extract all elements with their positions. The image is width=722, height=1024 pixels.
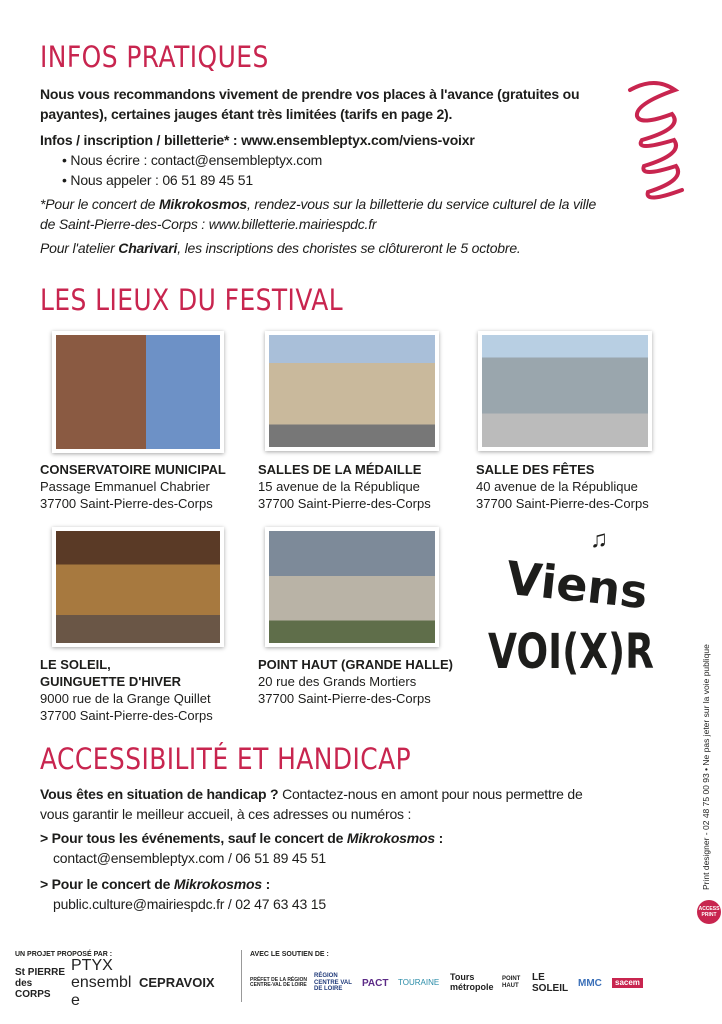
photo-medaille xyxy=(265,331,439,451)
venue-2: SALLES DE LA MÉDAILLE 15 avenue de la République 37700 Saint-Pierre-des-Corps xyxy=(258,462,431,511)
venue-4: LE SOLEIL, GUINGUETTE D'HIVER 9000 rue de la Grange Quillet 37700 Saint-Pierre-des-Corps xyxy=(40,657,213,723)
logo-prefet: PRÉFET DE LA RÉGION CENTRE-VAL DE LOIRE xyxy=(250,976,308,988)
access-print-badge: ACCESS PRINT xyxy=(697,900,721,924)
infos-intro: Nous vous recommandons vivement de prendre vos places à l'avance (gratuites ou payantes), certaines jauges étant très limitées (tarifs en page 2). xyxy=(40,86,580,122)
music-note-icon: ♫ xyxy=(590,526,608,553)
squiggle-decoration xyxy=(618,80,688,240)
logo-mmc: MMC xyxy=(578,977,602,989)
logo-touraine: TOURAINE xyxy=(398,977,440,987)
venue-5: POINT HAUT (GRANDE HALLE) 20 rue des Grands Mortiers 37700 Saint-Pierre-des-Corps xyxy=(258,657,453,706)
logo-voixr: VOI(X)R xyxy=(488,624,654,680)
logo-viens: Viens xyxy=(503,550,651,620)
print-credit: Print designer - 02 48 75 00 93 • Ne pas jeter sur la voie publique xyxy=(701,644,711,890)
access-section xyxy=(40,784,640,914)
logo-tours: Tours métropole xyxy=(450,972,494,992)
partner-logos xyxy=(15,956,237,1009)
note-charivari: Pour l'atelier Charivari, les inscriptions des choristes se clôtureront le 5 octobre. xyxy=(40,240,521,256)
logo-cepravoix: CEPRAVOIX xyxy=(139,974,215,990)
sponsor-logos xyxy=(250,966,690,1000)
contact-phone[interactable]: • Nous appeler : 06 51 89 45 51 xyxy=(62,172,253,188)
logo-le-soleil: LE SOLEIL xyxy=(532,972,569,994)
photo-point-haut xyxy=(265,527,439,647)
infos-title: INFOS PRATIQUES xyxy=(40,40,269,74)
proposed-label: UN PROJET PROPOSÉ PAR : xyxy=(15,951,113,958)
logo-spdc: St PIERRE des CORPS xyxy=(15,966,66,1000)
contact-all-value[interactable]: contact@ensembleptyx.com / 06 51 89 45 51 xyxy=(53,850,326,866)
footer-divider xyxy=(241,950,242,1002)
lieux-title: LES LIEUX DU FESTIVAL xyxy=(40,283,344,317)
photo-le-soleil xyxy=(52,527,224,647)
support-label: AVEC LE SOUTIEN DE : xyxy=(250,951,329,958)
photo-conservatoire xyxy=(52,331,224,453)
note-mikrokosmos: *Pour le concert de Mikrokosmos, rendez-vous sur la billetterie du service culturel de la ville de Saint-Pierre-des-Corps : www.billetterie.mairiespdc.fr xyxy=(40,196,597,232)
contact-all-label: > Pour tous les événements, sauf le concert de Mikrokosmos : xyxy=(40,830,444,846)
access-intro: Vous êtes en situation de handicap ? Contactez-nous en amont pour nous permettre de vous garantir le meilleur accueil, à ces adresses ou numéros : xyxy=(40,786,583,822)
contact-mikro-label: > Pour le concert de Mikrokosmos : xyxy=(40,876,271,892)
logo-pact: PACT xyxy=(362,977,389,989)
venue-1: CONSERVATOIRE MUNICIPAL Passage Emmanuel Chabrier 37700 Saint-Pierre-des-Corps xyxy=(40,462,226,511)
logo-sacem: sacem xyxy=(612,978,643,989)
logo-point-haut: POINT HAUT xyxy=(502,976,521,989)
infos-link[interactable]: Infos / inscription / billetterie* : www.ensembleptyx.com/viens-voixr xyxy=(40,132,475,148)
infos-section xyxy=(40,84,680,258)
contact-mikro-value[interactable]: public.culture@mairiespdc.fr / 02 47 63 43 15 xyxy=(53,896,326,912)
logo-region: RÉGION CENTRE VAL DE LOIRE xyxy=(314,973,352,993)
venue-3: SALLE DES FÊTES 40 avenue de la République 37700 Saint-Pierre-des-Corps xyxy=(476,462,649,511)
logo-ptyx: PTYX ensemble xyxy=(71,956,132,1009)
photo-salle-des-fetes xyxy=(478,331,652,451)
access-title: ACCESSIBILITÉ ET HANDICAP xyxy=(40,742,412,776)
contact-email[interactable]: • Nous écrire : contact@ensembleptyx.com xyxy=(62,152,323,168)
